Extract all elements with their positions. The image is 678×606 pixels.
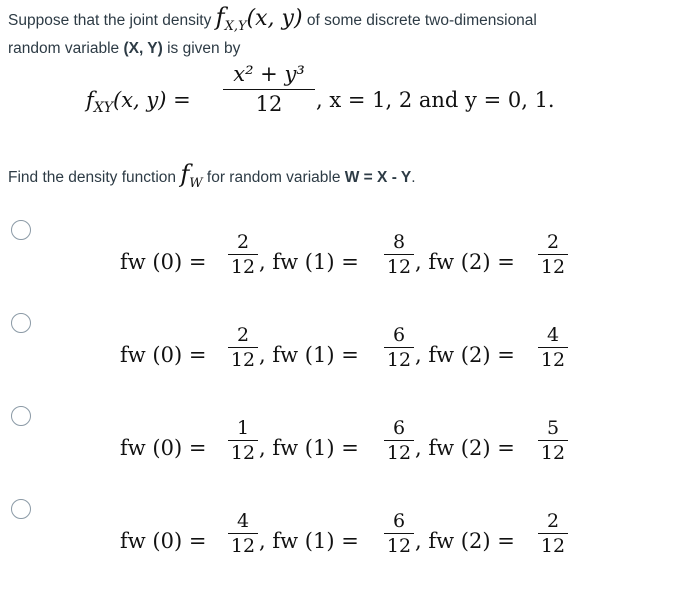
density-args: (x, y) — [246, 6, 303, 31]
formula-fraction-bar — [223, 89, 315, 90]
option-4-radio[interactable] — [11, 499, 31, 519]
option-1-radio[interactable] — [11, 220, 31, 240]
option-1-fw2-label: , fw (2) = — [415, 250, 515, 274]
option-2-fw0-label: fw (0) = — [120, 343, 207, 367]
option-4-fw2-label: , fw (2) = — [415, 529, 515, 553]
option-4-content[interactable] — [120, 509, 580, 569]
formula-fraction — [223, 62, 315, 116]
density-subscript: X,Y — [224, 19, 247, 34]
option-3-radio[interactable] — [11, 406, 31, 426]
option-1-fw1-label: , fw (1) = — [259, 250, 359, 274]
option-1-fw0-label: fw (0) = — [120, 250, 207, 274]
option-3-fw2-fraction: 5 12 — [538, 416, 568, 465]
option-4-fw1-label: , fw (1) = — [259, 529, 359, 553]
option-2-fw1-label: , fw (1) = — [259, 343, 359, 367]
density-symbol: $f_{X,Y}$ — [215, 3, 247, 34]
option-4-fw1-fraction: 6 12 — [384, 509, 414, 558]
option-3-fw2-label: , fw (2) = — [415, 436, 515, 460]
option-2-fw2-fraction: 4 12 — [538, 323, 568, 372]
option-3-fw1-label: , fw (1) = — [259, 436, 359, 460]
option-2-content[interactable] — [120, 323, 580, 383]
option-1-fw2-fraction: 2 12 — [538, 230, 568, 279]
find-prompt: Find the density function $f_W$ for random variable W = X - Y. — [8, 160, 416, 191]
option-2-fw2-label: , fw (2) = — [415, 343, 515, 367]
option-1-fw0-fraction: 2 12 — [228, 230, 258, 279]
option-2-fw0-fraction: 2 12 — [228, 323, 258, 372]
option-3-fw0-fraction: 1 12 — [228, 416, 258, 465]
option-3-fw0-label: fw (0) = — [120, 436, 207, 460]
option-4-fw0-fraction: 4 12 — [228, 509, 258, 558]
question-text — [8, 3, 668, 60]
question-line1-pre: Suppose that the joint density — [8, 12, 216, 29]
option-2-fw1-fraction: 6 12 — [384, 323, 414, 372]
formula-condition: , x = 1, 2 and y = 0, 1. — [316, 88, 555, 112]
question-line2-bold: (X, Y) — [123, 40, 163, 57]
formula-numerator: x² + y³ — [233, 62, 305, 86]
option-4-fw2-fraction: 2 12 — [538, 509, 568, 558]
option-1-fw1-fraction: 8 12 — [384, 230, 414, 279]
formula-denominator: 12 — [255, 92, 283, 117]
option-1-content[interactable] — [120, 230, 580, 290]
formula-lhs: $f_{XY}(x$, y) = — [86, 88, 191, 116]
question-line1-post: of some discrete two-dimensional — [302, 12, 537, 29]
option-3-content[interactable] — [120, 416, 580, 476]
option-4-fw0-label: fw (0) = — [120, 529, 207, 553]
question-line2-post: is given by — [162, 40, 241, 57]
fw-symbol: $f_W$ — [180, 160, 203, 191]
option-2-radio[interactable] — [11, 313, 31, 333]
option-3-fw1-fraction: 6 12 — [384, 416, 414, 465]
question-line2-pre: random variable — [8, 40, 124, 57]
